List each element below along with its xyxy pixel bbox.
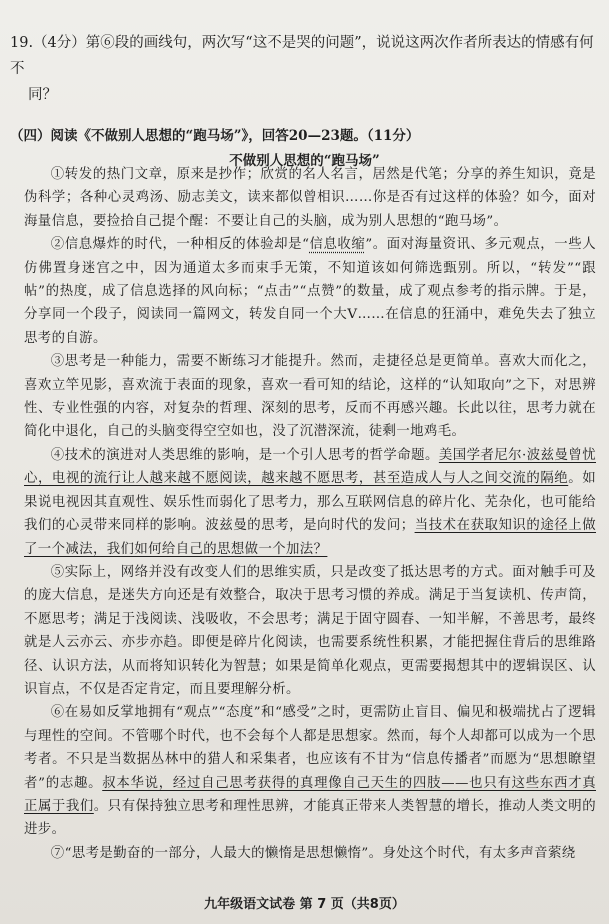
paragraph-3: ③思考是一种能力，需要不断练习才能提升。然而，走捷径总是更简单。喜欢大而化之，喜欢立竿见影，喜欢流于表面的现象，喜欢一看可知的结论，这样的“认知取向”之下，对思辨性、专业性强的内容，对复杂的哲理、深刻的思考，反而不再感兴趣。长此以往，思考力就在简化中退化，自己的头脑变得空空如也，没了沉潜深流，徒剩一地鸡毛。 xyxy=(24,354,596,440)
page-footer: 九年级语文试卷 第 7 页（共8页） xyxy=(204,897,405,912)
paragraph-4-text-b: 。如果说电视因其直观性、娱乐性而弱化了思考力，那么互联网信息的碎片化、芜杂化，也可能给我们的心灵带来同样的影响。波兹曼的思考，是向时代的发问； xyxy=(24,471,596,534)
paragraph-4-text-a: ④技术的演进对人类思维的影响，是一个引人思考的哲学命题。 xyxy=(50,447,439,463)
paragraph-6-text-a: ⑥在易如反掌地拥有“观点”“态度”和“感受”之时，更需防止盲目、偏见和极端扰占了逻辑与理性的空间。不管哪个时代，也不会每个人都是思想家。然而，每个人却都可以成为一个思考者。不只是当数据丛林中的猎人和采集者，也应该有不甘为“信息传播者”而愿为“思想瞭望者”的志趣。 xyxy=(24,705,596,791)
paragraph-2-text-b: ”。面对海量资讯、多元观点，一些人仿佛置身迷宫之中，因为通道太多而束手无策，不知道该如何筛选甄别。所以，“转发”“跟帖”的热度，成了信息选择的风向标；“点击”“点赞”的数量，成了观点参考的指示牌。于是，分享同一个段子，阅读同一篇网文，转发自同一个大V……在信息的狂涌中，难免失去了独立思考的自游。 xyxy=(24,237,596,346)
article-body xyxy=(24,163,596,865)
paragraph-6-text-b: 。只有保持独立思考和理性思辨，才能真正带来人类智慧的增长，推动人类文明的进步。 xyxy=(24,798,596,838)
paragraph-2-dotted-term: 信息收缩 xyxy=(309,237,366,253)
paragraph-6-underlined: 叔本华说，经过自己思考获得的真理像自己天生的四肢——也只有这些东西才真正属于我们 xyxy=(24,775,596,814)
paragraph-6 xyxy=(24,701,596,841)
paragraph-4-underlined-1: 美国学者尼尔·波兹曼曾忧心，电视的流行让人越来越不愿阅读，越来越不愿思考，甚至造成人与人之间交流的隔绝 xyxy=(24,447,596,487)
section-heading: （四）阅读《不做别人思想的“跑马场”》，回答20—23题。（11分） xyxy=(10,128,420,144)
paragraph-4-underlined-2: 当技术在获取知识的途径上做了一个减法，我们如何给自己的思想做一个加法？ xyxy=(24,518,596,557)
question-19 xyxy=(10,30,596,108)
paragraph-4 xyxy=(24,444,596,561)
paragraph-5: ⑤实际上，网络并没有改变人们的思维实质，只是改变了抵达思考的方式。面对触手可及的庞大信息，是迷失方向还是有效整合，取决于思考习惯的养成。满足于当复读机、传声筒，不愿思考；满足于浅阅读、浅吸收，不会思考；满足于固守圆春、一知半解，不善思考，最终就是人云亦云、亦步亦趋。即便是碎片化阅读，也需要系统性积累，才能把握住背后的思维路径、认识方法，从而将知识转化为智慧；如果是简单化观点，更需要揭想其中的逻辑误区、认识盲点，不仅是否定肯定，而且要理解分析。 xyxy=(24,564,596,697)
paragraph-7: ⑦“思考是勤奋的一部分，人最大的懒惰是思想懒惰”。身处这个时代，有太多声音萦绕 xyxy=(50,845,576,861)
question-19-line-2: 同？ xyxy=(28,87,57,103)
paragraph-1: ①转发的热门文章，原来是抄作；欣赏的名人名言，居然是代笔；分享的养生知识，竟是伪科学；各种心灵鸡汤、励志美文，读来都似曾相识……你是否有过这样的体验？如今，面对海量信息，要捡拾自己提个醒：不要让自己的头脑，成为别人思想的“跑马场”。 xyxy=(24,167,596,229)
question-19-line-1: 19.（4分）第⑥段的画线句，两次写“这不是哭的问题”，说说这两次作者所表达的情感有何不 xyxy=(10,35,594,77)
paragraph-2-text-a: ②信息爆炸的时代，一种相反的体验却是“ xyxy=(50,237,310,253)
paragraph-2 xyxy=(24,233,596,350)
article-title: 不做别人思想的“跑马场” xyxy=(229,153,380,169)
